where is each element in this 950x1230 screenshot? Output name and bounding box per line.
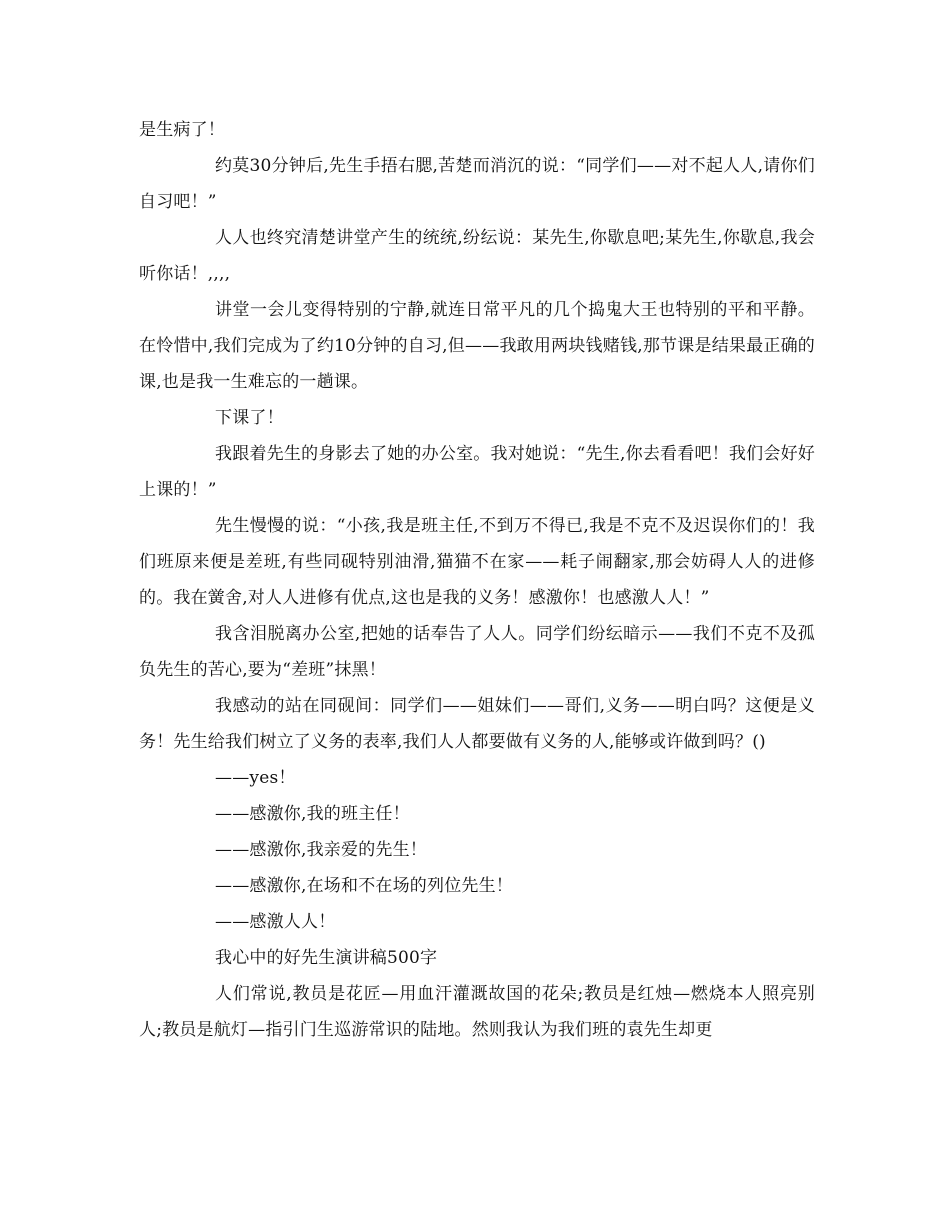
document-body [139, 112, 815, 1048]
paragraph: 下课了！ [215, 408, 284, 428]
dialogue-line: ——感激你,我的班主任！ [215, 804, 410, 824]
paragraph: 讲堂一会儿变得特别的宁静,就连日常平凡的几个捣鬼大王也特别的平和平静。在怜惜中,我们完成为了约10分钟的自习,但——我敢用两块钱赌钱,那节课是结果最正确的课,也是我一生难忘的一趟课。 [139, 300, 815, 392]
paragraph: 先生慢慢的说：“小孩,我是班主任,不到万不得已,我是不克不及迟误你们的！我们班原来便是差班,有些同砚特别油滑,猫猫不在家——耗子闹翻家,那会妨碍人人的进修的。我在黉舍,对人人进修有优点,这也是我的义务！感激你！也感激人人！” [139, 516, 815, 608]
paragraph: 我感动的站在同砚间：同学们——姐妹们——哥们,义务——明白吗？这便是义务！先生给我们树立了义务的表率,我们人人都要做有义务的人,能够或许做到吗？() [139, 696, 815, 752]
dialogue-line: ——感激你,我亲爱的先生！ [215, 840, 428, 860]
paragraph: 人人也终究清楚讲堂产生的统统,纷纭说：某先生,你歇息吧;某先生,你歇息,我会听你话！,,,, [139, 228, 815, 284]
dialogue-line: ——感激人人！ [215, 912, 336, 932]
paragraph: 人们常说,教员是花匠—用血汗灌溉故国的花朵;教员是红烛—燃烧本人照亮别人;教员是航灯—指引门生巡游常识的陆地。然则我认为我们班的袁先生却更 [139, 984, 815, 1040]
paragraph: 我含泪脱离办公室,把她的话奉告了人人。同学们纷纭暗示——我们不克不及孤负先生的苦心,要为“差班”抹黑！ [139, 624, 815, 680]
paragraph: 我跟着先生的身影去了她的办公室。我对她说：“先生,你去看看吧！我们会好好上课的！” [139, 444, 815, 500]
paragraph: 约莫30分钟后,先生手捂右腮,苦楚而消沉的说：“同学们——对不起人人,请你们自习吧！” [139, 156, 815, 212]
dialogue-line: ——感激你,在场和不在场的列位先生！ [215, 876, 514, 896]
section-title: 我心中的好先生演讲稿500字 [215, 948, 438, 968]
paragraph: 是生病了！ [139, 120, 225, 140]
dialogue-line: ——yes！ [215, 768, 296, 788]
